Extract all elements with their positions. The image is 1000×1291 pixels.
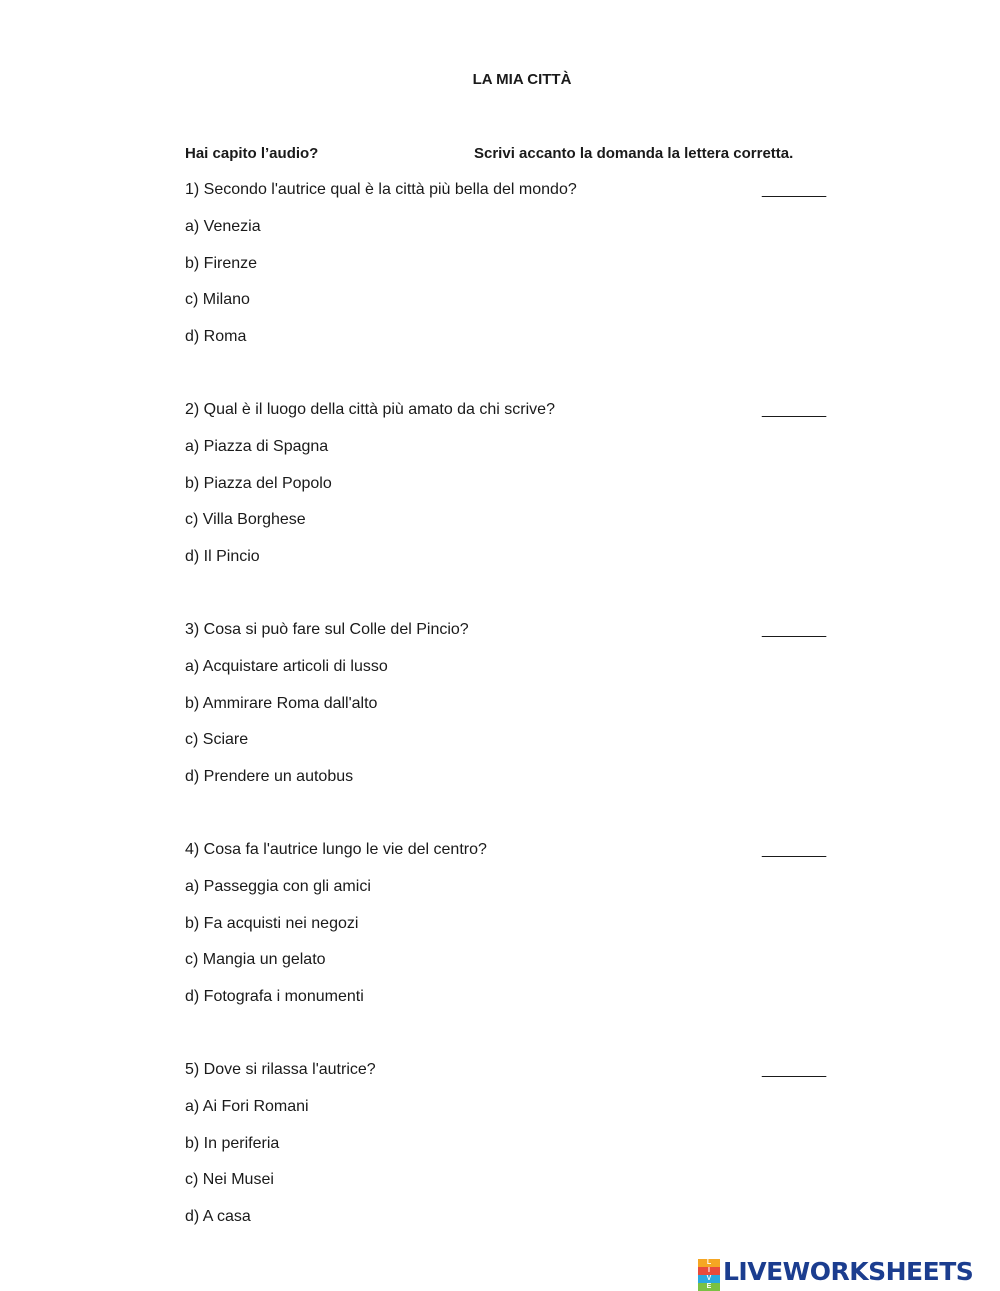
option: a) Acquistare articoli di lusso bbox=[185, 658, 388, 675]
question-label: 3) Cosa si può fare sul Colle del Pincio? bbox=[185, 621, 469, 638]
instruction-text: Scrivi accanto la domanda la lettera corretta. bbox=[474, 145, 794, 162]
answer-blank[interactable]: ________ bbox=[762, 841, 826, 858]
option: c) Mangia un gelato bbox=[185, 951, 326, 969]
question-text bbox=[185, 840, 835, 877]
question-block bbox=[185, 840, 835, 1024]
option: b) Fa acquisti nei negozi bbox=[185, 914, 359, 932]
answer-blank[interactable]: ________ bbox=[762, 1061, 826, 1078]
page-title: LA MIA CITTÀ bbox=[472, 71, 572, 88]
option: d) A casa bbox=[185, 1208, 251, 1226]
liveworksheets-logo[interactable] bbox=[698, 1256, 974, 1290]
option: d) Il Pincio bbox=[185, 548, 260, 566]
option: a) Venezia bbox=[185, 218, 261, 235]
option: c) Nei Musei bbox=[185, 1171, 274, 1189]
instruction-heading: Hai capito l’audio? bbox=[185, 145, 319, 162]
logo-mark-letter: L bbox=[698, 1259, 720, 1267]
option: b) Piazza del Popolo bbox=[185, 474, 332, 492]
logo-mark-icon bbox=[698, 1259, 720, 1290]
option: a) Piazza di Spagna bbox=[185, 438, 329, 455]
question-text bbox=[185, 620, 835, 657]
question-text bbox=[185, 1060, 835, 1097]
answer-blank[interactable]: ________ bbox=[762, 181, 826, 198]
question-label: 4) Cosa fa l'autrice lungo le vie del centro? bbox=[185, 841, 487, 858]
option: c) Sciare bbox=[185, 731, 249, 749]
option: c) Milano bbox=[185, 291, 250, 309]
question-text bbox=[185, 400, 835, 437]
logo-mark-letter: E bbox=[698, 1283, 720, 1291]
option: a) Passeggia con gli amici bbox=[185, 878, 371, 895]
question-text bbox=[185, 180, 835, 217]
question-label: 2) Qual è il luogo della città più amato da chi scrive? bbox=[185, 401, 555, 418]
option: c) Villa Borghese bbox=[185, 511, 306, 529]
option: b) Ammirare Roma dall'alto bbox=[185, 694, 378, 712]
question-block bbox=[185, 620, 835, 804]
question-block bbox=[185, 1060, 835, 1244]
option: a) Ai Fori Romani bbox=[185, 1098, 309, 1115]
question-label: 5) Dove si rilassa l'autrice? bbox=[185, 1061, 376, 1078]
answer-blank[interactable]: ________ bbox=[762, 401, 826, 418]
option: d) Roma bbox=[185, 328, 247, 346]
question-label: 1) Secondo l'autrice qual è la città più bella del mondo? bbox=[185, 181, 577, 198]
question-block bbox=[185, 400, 835, 584]
option: b) In periferia bbox=[185, 1134, 280, 1152]
option: b) Firenze bbox=[185, 254, 258, 272]
logo-mark-letter: V bbox=[698, 1275, 720, 1283]
answer-blank[interactable]: ________ bbox=[762, 621, 826, 638]
option: d) Fotografa i monumenti bbox=[185, 988, 364, 1006]
option: d) Prendere un autobus bbox=[185, 768, 354, 786]
logo-mark-letter: I bbox=[698, 1267, 720, 1275]
question-block bbox=[185, 180, 835, 364]
logo-text: LIVEWORKSHEETS bbox=[723, 1256, 974, 1286]
